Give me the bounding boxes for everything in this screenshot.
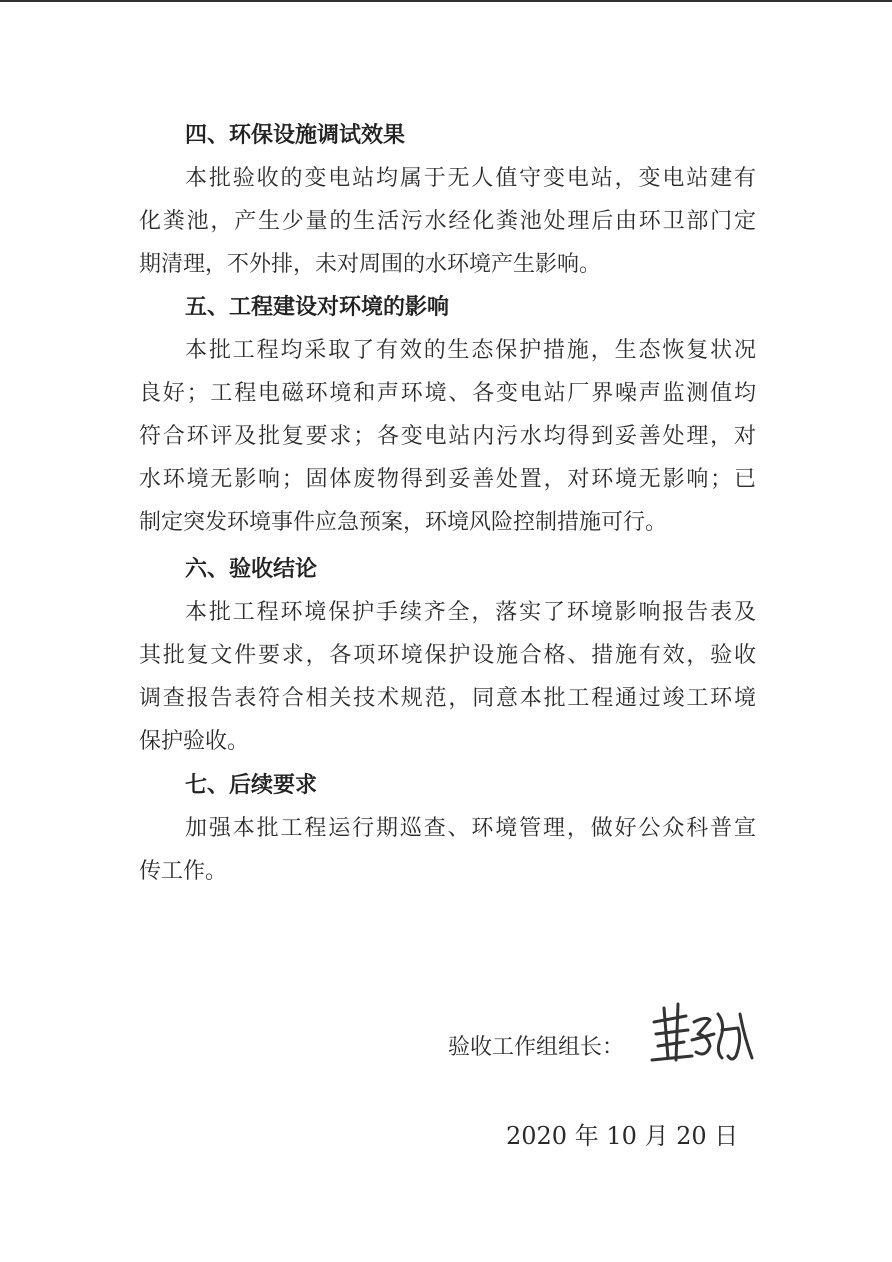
- section-heading-4: 四、环保设施调试效果: [185, 123, 406, 148]
- page-top-border: [0, 0, 892, 2]
- paragraph-line: 制定突发环境事件应急预案，环境风险控制措施可行。: [139, 510, 668, 535]
- section-heading-6: 六、验收结论: [185, 557, 318, 582]
- paragraph-line: 加强本批工程运行期巡查、环境管理，做好公众科普宣: [185, 816, 756, 841]
- section-heading-7: 七、后续要求: [185, 773, 318, 798]
- paragraph-line: 期清理，不外排，未对周围的水环境产生影响。: [139, 252, 602, 277]
- paragraph-line: 本批工程环境保护手续齐全，落实了环境影响报告表及: [185, 600, 756, 625]
- handwritten-signature: [648, 1000, 758, 1070]
- paragraph-line: 保护验收。: [139, 729, 250, 754]
- paragraph-line: 传工作。: [139, 859, 228, 884]
- section-heading-5: 五、工程建设对环境的影响: [185, 295, 450, 320]
- paragraph-line: 本批验收的变电站均属于无人值守变电站，变电站建有: [185, 166, 756, 191]
- paragraph-line: 良好；工程电磁环境和声环境、各变电站厂界噪声监测值均: [139, 381, 756, 406]
- paragraph-line: 符合环评及批复要求；各变电站内污水均得到妥善处理，对: [139, 424, 756, 449]
- signature-label: 验收工作组组长：: [448, 1035, 625, 1060]
- paragraph-line: 化粪池，产生少量的生活污水经化粪池处理后由环卫部门定: [139, 209, 756, 234]
- paragraph-line: 水环境无影响；固体废物得到妥善处置，对环境无影响；已: [139, 467, 756, 492]
- paragraph-line: 本批工程均采取了有效的生态保护措施，生态恢复状况: [185, 338, 756, 363]
- paragraph-line: 调查报告表符合相关技术规范，同意本批工程通过竣工环境: [139, 686, 756, 711]
- document-date: 2020 年 10 月 20 日: [506, 1122, 739, 1150]
- paragraph-line: 其批复文件要求，各项环境保护设施合格、措施有效，验收: [139, 643, 756, 668]
